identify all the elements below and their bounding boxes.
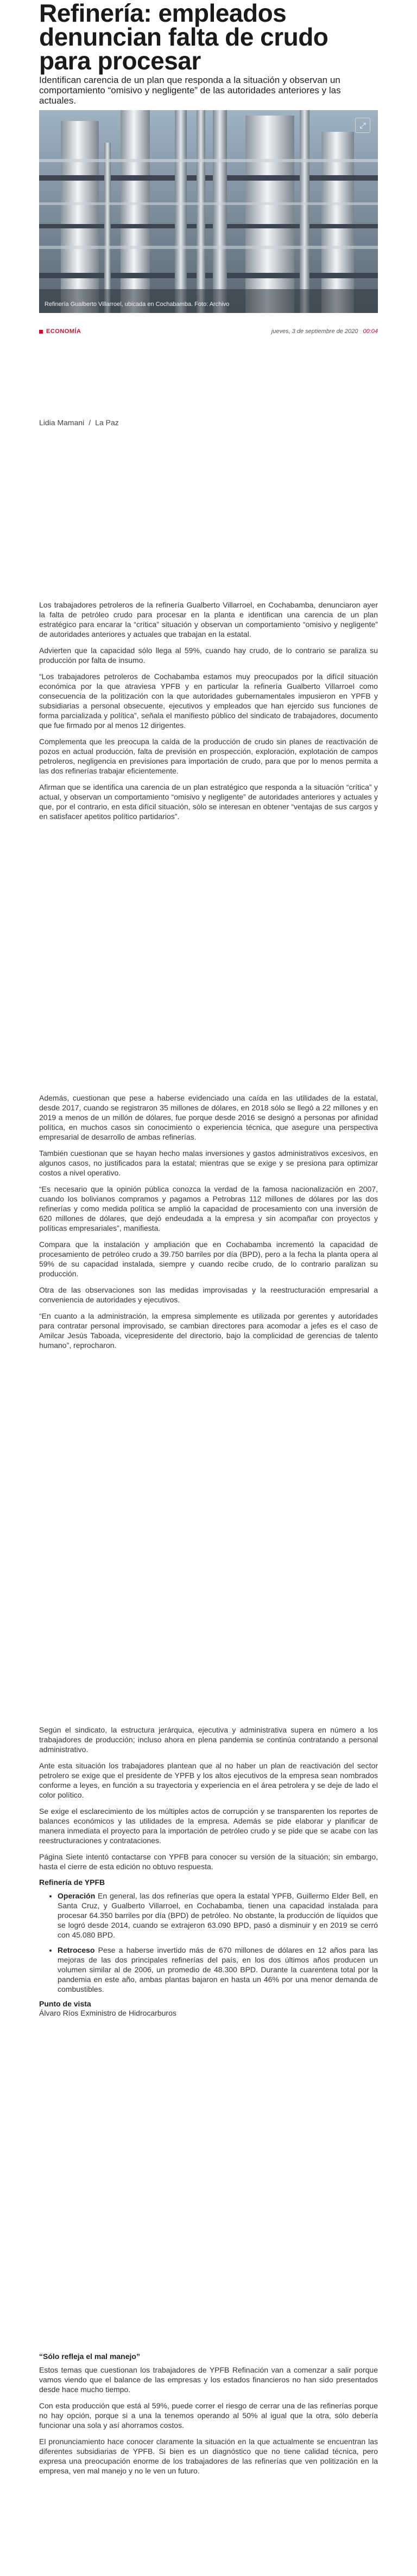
- item-label: Operación: [58, 1891, 96, 1900]
- item-text: Pese a haberse invertido más de 670 millones de dólares en 12 años para las mejoras de las dos principales refinerías del país, en los dos últimos años producen un volumen similar al de 2006, un promedio de 48.300 BPD. Durante la cuarentena total por la pandemia en este año, ambas plantas bajaron en hasta un 46% por una menor demanda de combustibles.: [58, 1946, 378, 1993]
- image-caption: Refinería Gualberto Villarroel, ubicada en Cochabamba. Foto: Archivo: [45, 301, 230, 308]
- list-item: [58, 1891, 378, 1940]
- time-text: 00:04: [363, 328, 378, 335]
- refinery-photo: [39, 110, 378, 313]
- expand-icon[interactable]: ⤢: [355, 118, 370, 133]
- body-block-2: [39, 1093, 378, 1357]
- paragraph: Los trabajadores petroleros de la refinería Gualberto Villarroel, en Cochabamba, denunciaron ayer la falta de petróleo crudo para procesar en la planta e identifican una carencia de un plan estratégico para encarar la “crítica” situación y observan un comportamiento “omisivo y negligente” de autoridades anteriores y actuales que trabajan en la estatal.: [39, 600, 378, 638]
- item-text: En general, las dos refinerías que opera la estatal YPFB, Guillermo Elder Bell, en Santa Cruz, y Gualberto Villarroel, en Cochabamba, tienen una capacidad instalada para procesar 64.350 barriles por día (BPD) de petróleo. No obstante, la producción de líquidos que se logró desde 2014, cuando se extrajeron 63.090 BPD, pasó a disminuir y en 2019 se cerró con 45.080 BPD.: [58, 1891, 378, 1939]
- article-subtitle: Identifican carencia de un plan que responda a la situación y observan un comportamiento “omisivo y negligente” de las autoridades anteriores y las actuales.: [39, 75, 341, 106]
- paragraph: También cuestionan que se hayan hecho malas inversiones y gastos administrativos excesivos, en algunos casos, no justificados para la estatal; mientras que se exige y se presiona para optimizar costos a nivel operativo.: [39, 1149, 378, 1177]
- fact-box-heading: Refinería de YPFB: [39, 1878, 105, 1887]
- paragraph: El pronunciamiento hace conocer claramente la situación en la que actualmente se encuentran las diferentes subsidiarias de YPFB. Si bien es un diagnóstico que no tiene calidad técnica, pero expresa una preocupación enorme de los trabajadores de las refinerías que ven politización en la empresa, ven mal manejo y no le ven un futuro.: [39, 2437, 378, 2475]
- paragraph: Página Siete intentó contactarse con YPFB para conocer su versión de la situación; sin embargo, hasta el cierre de esta edición no obtuvo respuesta.: [39, 1852, 378, 1871]
- article-header: [39, 0, 378, 427]
- paragraph: Estos temas que cuestionan los trabajadores de YPFB Refinación van a comenzar a salir porque vamos viendo que el balance de las empresas y los estados financieros no han sido presentados desde hace mucho tiempo.: [39, 2366, 378, 2394]
- paragraph: “Es necesario que la opinión pública conozca la verdad de la famosa nacionalización en 2007, cuando los bolivianos compramos y pagamos a Petrobras 112 millones de dólares por las dos refinerías y como medida política se amplió la capacidad de procesamiento con una inversión de 620 millones de dólares, que dejó endeudada a la empresa y sin acompañar con proyectos y políticas empresariales”, manifiesta.: [39, 1185, 378, 1232]
- publish-date: [271, 328, 378, 335]
- paragraph: Con esta producción que está al 59%, puede correr el riesgo de cerrar una de las refinerías porque no hay opción, porque si a una la tenemos operando al 50% al igual que la otra, sólo debería funcionar una sola y así ahorramos costos.: [39, 2401, 378, 2430]
- list-item: [58, 1945, 378, 1994]
- paragraph: Complementa que les preocupa la caída de la producción de crudo sin planes de reactivación de pozos en actual producción, falta de previsión en prospección, exploración, explotación de campos petroleros, negligencia en previsiones para importación de crudo, para que por lo menos permita a las dos refinerías trabajar eficientemente.: [39, 737, 378, 775]
- fact-list: [58, 1891, 378, 1994]
- paragraph: Compara que la instalación y ampliación que en Cochabamba incrementó la capacidad de procesamiento de petróleo crudo a 39.750 barriles por día (BPD), pero a la fecha la planta opera al 59% de su capacidad instalada, siempre y cuando recibe crudo, de lo contrario paralizan su producción.: [39, 1240, 378, 1278]
- section-tag[interactable]: [39, 328, 81, 335]
- paragraph: “En cuanto a la administración, la empresa simplemente es utilizada por gerentes y autoridades para contratar personal improvisado, se cambian directores para acomodar a jefes es el caso de Amilcar Jesús Taboada, vicepresidente del directorio, bajo la complicidad de gerencias de talento humano”, reprocharon.: [39, 1312, 378, 1350]
- date-text: jueves, 3 de septiembre de 2020: [271, 328, 358, 335]
- fact-box: [39, 1878, 378, 2018]
- body-block-4: [39, 2352, 378, 2482]
- body-block-1: [39, 600, 378, 828]
- item-label: Retroceso: [58, 1946, 95, 1954]
- paragraph: Advierten que la capacidad sólo llega al 59%, cuando hay crudo, de lo contrario se paraliza su producción por falta de insumo.: [39, 646, 378, 664]
- hero-image: [39, 110, 378, 313]
- body-block-3: [39, 1725, 378, 2018]
- quote-heading: “Sólo refleja el mal manejo”: [39, 2352, 140, 2361]
- author-location: La Paz: [95, 418, 119, 427]
- paragraph: Además, cuestionan que pese a haberse evidenciado una caída en las utilidades de la estatal, desde 2017, cuando se registraron 35 millones de dólares, en 2018 sólo se llegó a 22 millones y en 2019 a menos de un millón de dólares, fue porque desde 2016 se designó a personas por afinidad política, en muchos casos sin conocimiento o experiencia técnica, que asegure una perspectiva empresarial de desarrollo de ambas refinerías.: [39, 1094, 378, 1141]
- paragraph: Ante esta situación los trabajadores plantean que al no haber un plan de reactivación del sector petrolero se exige que el presidente de YPFB y los altos ejecutivos de la empresa sean nombrados conforme a leyes, en función a su trayectoria y experiencia en el área petrolera y se deje de lado el color político.: [39, 1761, 378, 1799]
- section-marker-icon: [39, 330, 43, 334]
- paragraph: “Los trabajadores petroleros de Cochabamba estamos muy preocupados por la difícil situación económica por la que atraviesa YPFB y en particular la refinería Gualberto Villarroel como consecuencia de la politización con la que autoridades gubernamentales impusieron en YPFB y subsidiarias a personal obsecuente, ejecutivos y empleados que han ejercido sus funciones de forma parcializada y política”, señala el manifiesto público del sindicato de trabajadores, documento que fue firmado por al menos 12 dirigentes.: [39, 672, 378, 730]
- byline: [39, 418, 378, 427]
- article-meta: [39, 328, 378, 335]
- point-of-view-author: Álvaro Ríos Exministro de Hidrocarburos: [39, 2009, 176, 2017]
- author-name[interactable]: Lidia Mamani: [39, 418, 85, 427]
- article-title: Refinería: empleados denuncian falta de crudo para procesar: [39, 0, 328, 75]
- paragraph: Se exige el esclarecimiento de los múltiples actos de corrupción y se transparenten los reportes de balances económicos y las utilidades de la empresa. Además se pide elaborar y planificar de manera inmediata el proyecto para la importación de petróleo crudo y se pide que se acabe con las reestructuraciones y contrataciones.: [39, 1807, 378, 1845]
- byline-separator: /: [89, 418, 91, 427]
- paragraph: Según el sindicato, la estructura jerárquica, ejecutiva y administrativa supera en número a los trabajadores de producción; incluso ahora en plena pandemia se continúa contratando a personal administrativo.: [39, 1725, 378, 1754]
- section-label: ECONOMÍA: [46, 328, 81, 335]
- paragraph: Afirman que se identifica una carencia de un plan estratégico que responda a la situación “crítica” y actual, y observan un comportamiento “omisivo y negligente” de autoridades anteriores y actuales y que, por el contrario, en esta difícil situación, sólo se interesan en obtener “ventajas de sus cargos y en satisfacer apetitos político partidarios”.: [39, 783, 378, 821]
- point-of-view-heading: Punto de vista: [39, 1999, 91, 2008]
- paragraph: Otra de las observaciones son las medidas improvisadas y la reestructuración empresarial a conveniencia de autoridades y ejecutivos.: [39, 1286, 378, 1304]
